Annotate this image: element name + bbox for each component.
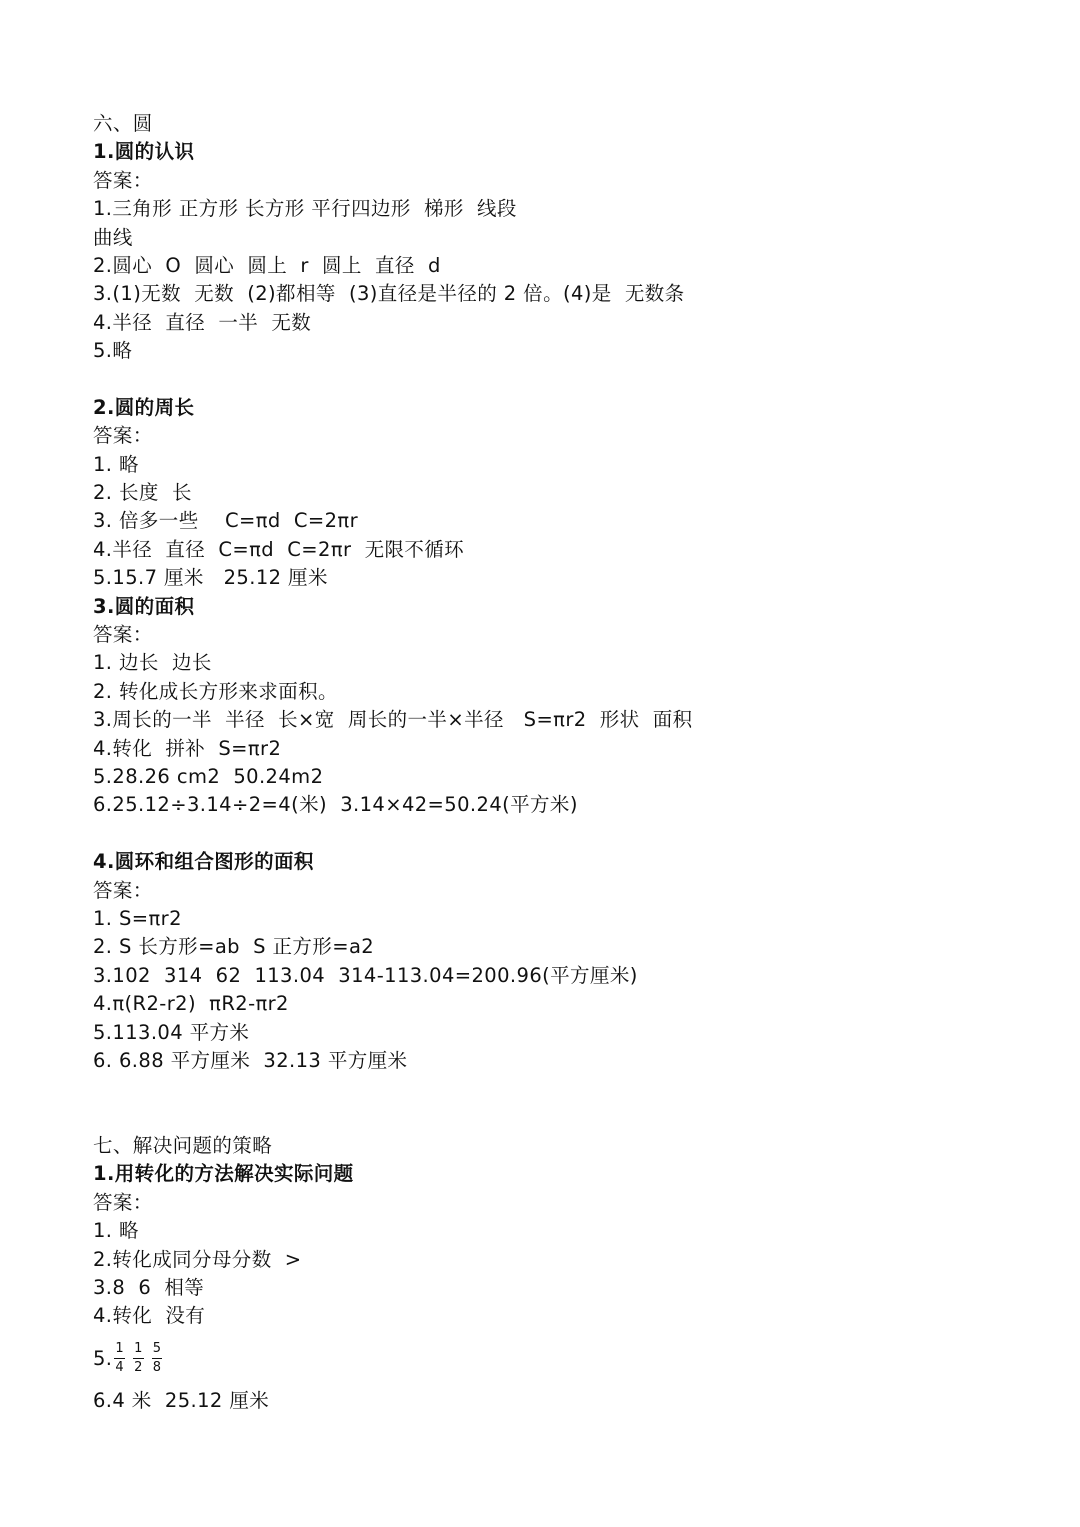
answer-line: 3.8 6 相等 — [93, 1276, 205, 1300]
answer-line: 4.半径 直径 一半 无数 — [93, 310, 312, 334]
answer-line-fractions — [93, 1331, 1053, 1387]
answer-label: 答案： — [93, 168, 153, 192]
fraction — [133, 1342, 144, 1375]
answer-line: 2. 长度 长 — [93, 481, 192, 505]
answer-label: 答案： — [93, 623, 153, 647]
answer-line: 5.略 — [93, 339, 133, 363]
fraction-numerator: 1 — [133, 1342, 144, 1359]
answer-line: 1.三角形 正方形 长方形 平行四边形 梯形 线段 — [93, 197, 517, 221]
answer-line: 2. 转化成长方形来求面积。 — [93, 679, 338, 703]
section-heading-circle: 六、圆 — [93, 112, 153, 135]
answer-line: 5.113.04 平方米 — [93, 1020, 250, 1044]
fraction-denominator: 4 — [115, 1360, 125, 1376]
answer-line: 2.转化成同分母分数 > — [93, 1247, 302, 1271]
fraction-denominator: 8 — [152, 1360, 162, 1376]
answer-line: 6.4 米 25.12 厘米 — [93, 1388, 270, 1412]
answer-line: 6.25.12÷3.14÷2=4(米) 3.14×42=50.24(平方米) — [93, 793, 578, 817]
answer-line: 6. 6.88 平方厘米 32.13 平方厘米 — [93, 1048, 408, 1072]
answer-line: 3. 倍多一些 C=πd C=2πr — [93, 509, 358, 533]
fraction-numerator: 1 — [114, 1342, 125, 1359]
spacer — [93, 820, 1053, 848]
answer-line: 3.(1)无数 无数 (2)都相等 (3)直径是半径的 2 倍。(4)是 无数条 — [93, 282, 685, 306]
fraction — [114, 1342, 125, 1375]
answer-label: 答案： — [93, 424, 153, 448]
fraction — [152, 1342, 163, 1375]
fraction-denominator: 2 — [134, 1360, 143, 1376]
answer-label: 答案： — [93, 878, 153, 902]
subsection-title: 1.用转化的方法解决实际问题 — [93, 1162, 354, 1186]
subsection-title: 4.圆环和组合图形的面积 — [93, 850, 314, 874]
answer-line: 3.102 314 62 113.04 314-113.04=200.96(平方厘米) — [93, 963, 638, 987]
fraction-numerator: 5 — [152, 1342, 163, 1359]
subsection-title: 1.圆的认识 — [93, 140, 195, 164]
answer-line: 5.28.26 cm2 50.24m2 — [93, 764, 324, 788]
answer-line: 3.周长的一半 半径 长×宽 周长的一半×半径 S=πr2 形状 面积 — [93, 708, 693, 732]
answer-line: 4.半径 直径 C=πd C=2πr 无限不循环 — [93, 537, 465, 561]
answer-line: 1. 略 — [93, 452, 139, 476]
answer-line: 4.转化 拼补 S=πr2 — [93, 736, 282, 760]
answer-label: 答案： — [93, 1190, 153, 1214]
answer-line: 1. S=πr2 — [93, 906, 182, 930]
spacer — [93, 366, 1053, 394]
answer-line: 5.15.7 厘米 25.12 厘米 — [93, 566, 328, 590]
subsection-title: 3.圆的面积 — [93, 594, 195, 618]
answer-line-prefix: 5. — [93, 1347, 113, 1371]
answer-line: 2.圆心 O 圆心 圆上 r 圆上 直径 d — [93, 253, 441, 277]
section-heading-strategy: 七、解决问题的策略 — [93, 1134, 273, 1158]
subsection-title: 2.圆的周长 — [93, 395, 195, 419]
answer-line: 1. 边长 边长 — [93, 651, 212, 675]
answer-line: 4.π(R2-r2) πR2-πr2 — [93, 992, 289, 1016]
spacer — [93, 1075, 1053, 1132]
answer-line: 1. 略 — [93, 1219, 139, 1243]
document-page — [93, 110, 1053, 1415]
answer-line: 4.转化 没有 — [93, 1304, 206, 1328]
answer-line: 曲线 — [93, 225, 133, 249]
answer-line: 2. S 长方形=ab S 正方形=a2 — [93, 935, 375, 959]
